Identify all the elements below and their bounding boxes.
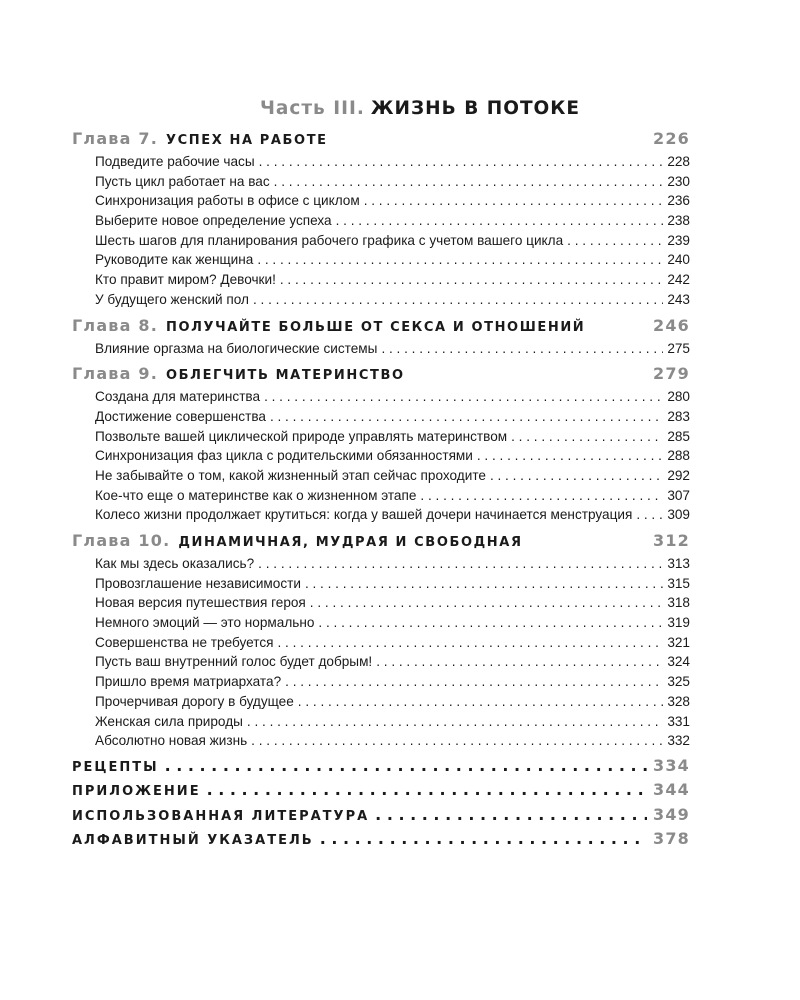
toc-entry (95, 339, 690, 359)
entry-title: Прочерчивая дорогу в будущее (95, 693, 294, 709)
entry-page-number: 331 (667, 713, 690, 729)
entry-page-number: 242 (667, 272, 690, 288)
toc-entry (95, 211, 690, 231)
dot-leader (280, 270, 663, 290)
dot-leader (264, 387, 663, 407)
chapter-list (72, 126, 690, 751)
toc-entry (95, 427, 690, 447)
entry-title: Шесть шагов для планирования рабочего графика с учетом вашего цикла (95, 232, 564, 248)
chapter-number: Глава 7. (72, 129, 159, 148)
back-matter-entry (72, 778, 690, 803)
section-title: АЛФАВИТНЫЙ УКАЗАТЕЛЬ (72, 833, 314, 849)
dot-leader (310, 593, 664, 613)
entry-page-number: 238 (667, 213, 690, 229)
entry-title: Колесо жизни продолжает крутиться: когда у вашей дочери начинается менструация (95, 507, 633, 523)
entry-page-number: 230 (667, 173, 690, 189)
toc-entry (95, 387, 690, 407)
entry-page-number: 309 (667, 507, 690, 523)
chapter-page-number: 226 (653, 129, 690, 148)
toc-entry (95, 231, 690, 251)
table-of-contents (72, 96, 690, 852)
dot-leader (165, 754, 647, 779)
section-page-number: 349 (653, 804, 690, 824)
entry-page-number: 283 (667, 408, 690, 424)
dot-leader (207, 778, 647, 803)
toc-entry (95, 152, 690, 172)
toc-entry (95, 446, 690, 466)
chapter-heading (72, 528, 690, 554)
entry-page-number: 324 (667, 654, 690, 670)
dot-leader (375, 803, 647, 828)
dot-leader (381, 339, 663, 359)
section-page-number: 344 (653, 780, 690, 800)
chapter-entries (72, 339, 690, 359)
dot-leader (277, 633, 663, 653)
entry-page-number: 285 (667, 428, 690, 444)
entry-page-number: 236 (667, 193, 690, 209)
entry-title: Позвольте вашей циклической природе управлять материнством (95, 428, 508, 444)
entry-title: Создана для материнства (95, 389, 261, 405)
dot-leader (274, 172, 664, 192)
toc-entry (95, 505, 690, 525)
entry-page-number: 328 (667, 693, 690, 709)
toc-entry (95, 191, 690, 211)
entry-title: Влияние оргазма на биологические системы (95, 340, 378, 356)
back-matter-entry (72, 754, 690, 779)
entry-page-number: 280 (667, 389, 690, 405)
entry-title: Абсолютно новая жизнь (95, 733, 248, 749)
part-number: Часть III. (259, 98, 365, 119)
dot-leader (305, 574, 663, 594)
dot-leader (420, 486, 663, 506)
toc-entry (95, 554, 690, 574)
section-page-number: 334 (653, 755, 690, 775)
section-title: ИСПОЛЬЗОВАННАЯ ЛИТЕРАТУРА (72, 808, 370, 824)
back-matter-list (72, 754, 690, 852)
entry-page-number: 292 (667, 467, 690, 483)
entry-title: Синхронизация работы в офисе с циклом (95, 193, 360, 209)
entry-title: Пусть ваш внутренний голос будет добрым! (95, 654, 373, 670)
entry-title: Руководите как женщина (95, 252, 254, 268)
dot-leader (258, 554, 663, 574)
entry-page-number: 228 (667, 154, 690, 169)
entry-title: Достижение совершенства (95, 408, 266, 424)
dot-leader (567, 231, 663, 251)
dot-leader (285, 672, 663, 692)
chapter-number: Глава 9. (72, 364, 159, 384)
chapter-heading (72, 361, 690, 387)
dot-leader (511, 427, 663, 447)
chapter-title: ПОЛУЧАЙТЕ БОЛЬШЕ ОТ СЕКСА И ОТНОШЕНИЙ (166, 319, 586, 335)
toc-entry (95, 712, 690, 732)
entry-page-number: 315 (667, 575, 690, 591)
dot-leader (376, 652, 663, 672)
dot-leader (259, 152, 664, 172)
entry-page-number: 243 (667, 291, 690, 307)
part-title (150, 96, 690, 122)
chapter-entries (72, 554, 690, 751)
entry-title: У будущего женский пол (95, 291, 249, 307)
back-matter-entry (72, 803, 690, 828)
entry-page-number: 319 (667, 615, 690, 631)
entry-page-number: 275 (667, 340, 690, 356)
toc-entry (95, 270, 690, 290)
toc-entry (95, 172, 690, 192)
chapter-title: УСПЕХ НА РАБОТЕ (166, 133, 328, 148)
toc-entry (95, 633, 690, 653)
dot-leader (257, 250, 663, 270)
entry-title: Совершенства не требуется (95, 634, 274, 650)
chapter-title: ДИНАМИЧНАЯ, МУДРАЯ И СВОБОДНАЯ (178, 535, 523, 550)
entry-page-number: 332 (667, 733, 690, 749)
dot-leader (636, 505, 663, 525)
section-title: РЕЦЕПТЫ (72, 759, 159, 775)
toc-entry (95, 593, 690, 613)
dot-leader (490, 466, 663, 486)
chapter-entries (72, 387, 690, 525)
toc-entry (95, 692, 690, 712)
entry-page-number: 240 (667, 252, 690, 268)
entry-title: Женская сила природы (95, 713, 243, 729)
entry-title: Кто правит миром? Девочки! (95, 272, 276, 288)
entry-title: Кое-что еще о материнстве как о жизненном этапе (95, 487, 417, 503)
part-name: ЖИЗНЬ В ПОТОКЕ (370, 98, 581, 119)
toc-entry (95, 652, 690, 672)
chapter-entries (72, 152, 690, 310)
chapter-heading (72, 126, 690, 152)
dot-leader (251, 731, 663, 751)
chapter-number: Глава 10. (72, 531, 171, 550)
toc-entry (95, 672, 690, 692)
toc-entry (95, 466, 690, 486)
chapter-page-number: 246 (653, 315, 690, 335)
toc-entry (95, 407, 690, 427)
dot-leader (298, 692, 664, 712)
dot-leader (477, 446, 663, 466)
entry-title: Пришло время матриархата? (95, 674, 282, 690)
entry-page-number: 325 (667, 674, 690, 690)
toc-entry (95, 290, 690, 310)
toc-entry (95, 731, 690, 751)
entry-page-number: 239 (667, 232, 690, 248)
chapter-title: ОБЛЕГЧИТЬ МАТЕРИНСТВО (166, 368, 405, 384)
entry-page-number: 321 (667, 634, 690, 650)
dot-leader (364, 191, 664, 211)
chapter-number: Глава 8. (72, 315, 159, 335)
toc-entry (95, 613, 690, 633)
chapter-heading (72, 313, 690, 339)
entry-title: Синхронизация фаз цикла с родительскими обязанностями (95, 448, 473, 464)
chapter-page-number: 312 (653, 531, 690, 550)
dot-leader (320, 827, 647, 852)
dot-leader (270, 407, 663, 427)
dot-leader (247, 712, 663, 732)
entry-page-number: 318 (667, 595, 690, 611)
entry-title: Не забывайте о том, какой жизненный этап сейчас проходите (95, 467, 486, 483)
entry-title: Пусть цикл работает на вас (95, 173, 270, 189)
entry-title: Новая версия путешествия героя (95, 595, 306, 611)
entry-title: Подведите рабочие часы (95, 154, 255, 169)
entry-page-number: 288 (667, 448, 690, 464)
section-page-number: 378 (653, 829, 690, 849)
entry-title: Провозглашение независимости (95, 575, 301, 591)
entry-page-number: 307 (667, 487, 690, 503)
chapter-page-number: 279 (653, 364, 690, 384)
dot-leader (336, 211, 664, 231)
back-matter-entry (72, 827, 690, 852)
section-title: ПРИЛОЖЕНИЕ (72, 784, 201, 800)
dot-leader (318, 613, 663, 633)
toc-entry (95, 486, 690, 506)
entry-page-number: 313 (667, 556, 690, 571)
entry-title: Как мы здесь оказались? (95, 556, 255, 571)
entry-title: Выберите новое определение успеха (95, 213, 332, 229)
toc-entry (95, 574, 690, 594)
dot-leader (253, 290, 663, 310)
entry-title: Немного эмоций — это нормально (95, 615, 315, 631)
toc-entry (95, 250, 690, 270)
